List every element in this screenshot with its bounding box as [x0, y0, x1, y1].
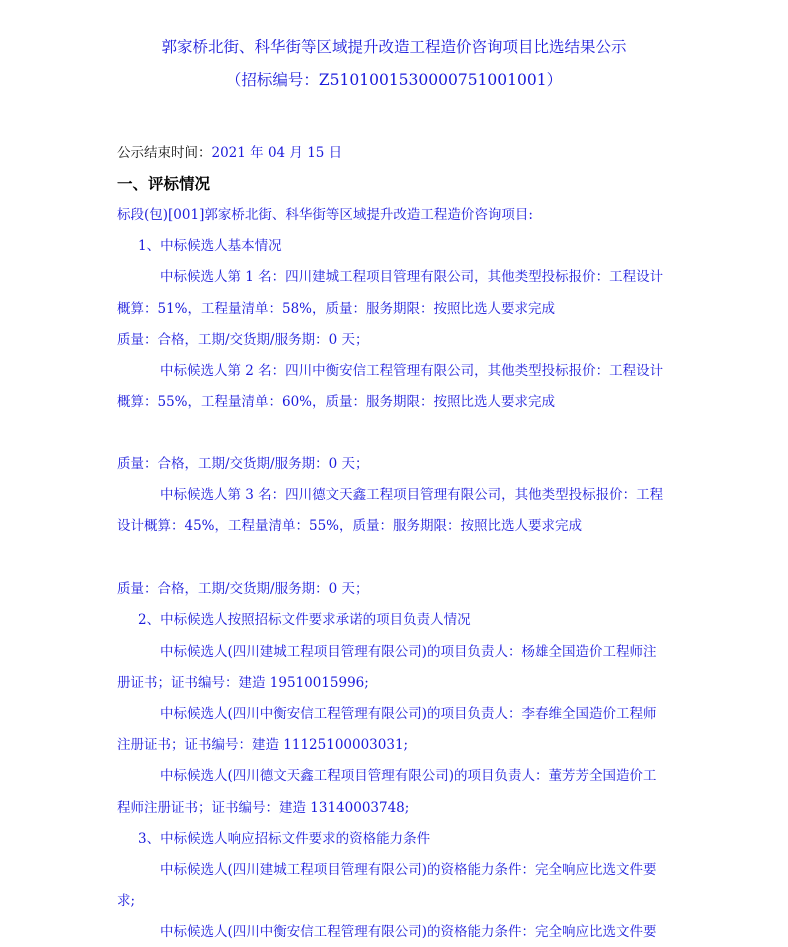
leader-1-line-1: 中标候选人(四川建城工程项目管理有限公司)的项目负责人：杨雄全国造价工程师注 [160, 644, 657, 660]
leader-3-line-1: 中标候选人(四川德文天鑫工程项目管理有限公司)的项目负责人：董芳芳全国造价工 [160, 768, 657, 784]
section-heading-evaluation: 一、评标情况 [117, 175, 211, 193]
candidate-2-line-3: 质量：合格，工期/交货期/服务期：0 天； [117, 456, 369, 472]
lot-description: 标段(包)[001]郭家桥北街、科华街等区域提升改造工程造价咨询项目: [117, 207, 533, 223]
qualification-1-line-1: 中标候选人(四川建城工程项目管理有限公司)的资格能力条件：完全响应比选文件要 [160, 862, 657, 878]
candidate-1-line-3: 质量：合格，工期/交货期/服务期：0 天； [117, 332, 369, 348]
subsection-title-project-leaders: 2、中标候选人按照招标文件要求承诺的项目负责人情况 [138, 612, 471, 628]
candidate-3-line-1: 中标候选人第 3 名：四川德文天鑫工程项目管理有限公司，其他类型投标报价：工程 [160, 487, 664, 503]
qualification-2-line-1: 中标候选人(四川中衡安信工程管理有限公司)的资格能力条件：完全响应比选文件要 [160, 924, 657, 940]
document-title: 郭家桥北街、科华街等区域提升改造工程造价咨询项目比选结果公示 [161, 38, 627, 56]
qualification-1-line-2: 求; [117, 893, 136, 909]
candidate-2-line-1: 中标候选人第 2 名：四川中衡安信工程管理有限公司，其他类型投标报价：工程设计 [160, 363, 664, 379]
candidate-3-line-3: 质量：合格，工期/交货期/服务期：0 天； [117, 581, 369, 597]
subsection-title-candidates: 1、中标候选人基本情况 [138, 238, 282, 254]
notice-end-date: 2021 年 04 月 15 日 [211, 145, 343, 161]
leader-1-line-2: 册证书；证书编号：建造 19510015996; [117, 675, 369, 691]
notice-end-label: 公示结束时间： [117, 145, 212, 161]
candidate-1-line-2: 概算：51%，工程量清单：58%，质量：服务期限：按照比选人要求完成 [117, 301, 556, 317]
leader-2-line-2: 注册证书；证书编号：建造 11125100003031; [117, 737, 409, 753]
candidate-2-line-2: 概算：55%，工程量清单：60%，质量：服务期限：按照比选人要求完成 [117, 394, 556, 410]
candidate-1-line-1: 中标候选人第 1 名：四川建城工程项目管理有限公司，其他类型投标报价：工程设计 [160, 269, 664, 285]
notice-end-time [117, 144, 342, 162]
bid-number: （招标编号：Z5101001530000751001001） [225, 71, 563, 89]
candidate-3-line-2: 设计概算：45%，工程量清单：55%，质量：服务期限：按照比选人要求完成 [117, 518, 583, 534]
leader-3-line-2: 程师注册证书；证书编号：建造 13140003748; [117, 800, 410, 816]
leader-2-line-1: 中标候选人(四川中衡安信工程管理有限公司)的项目负责人：李春维全国造价工程师 [160, 706, 657, 722]
subsection-title-qualifications: 3、中标候选人响应招标文件要求的资格能力条件 [138, 831, 431, 847]
